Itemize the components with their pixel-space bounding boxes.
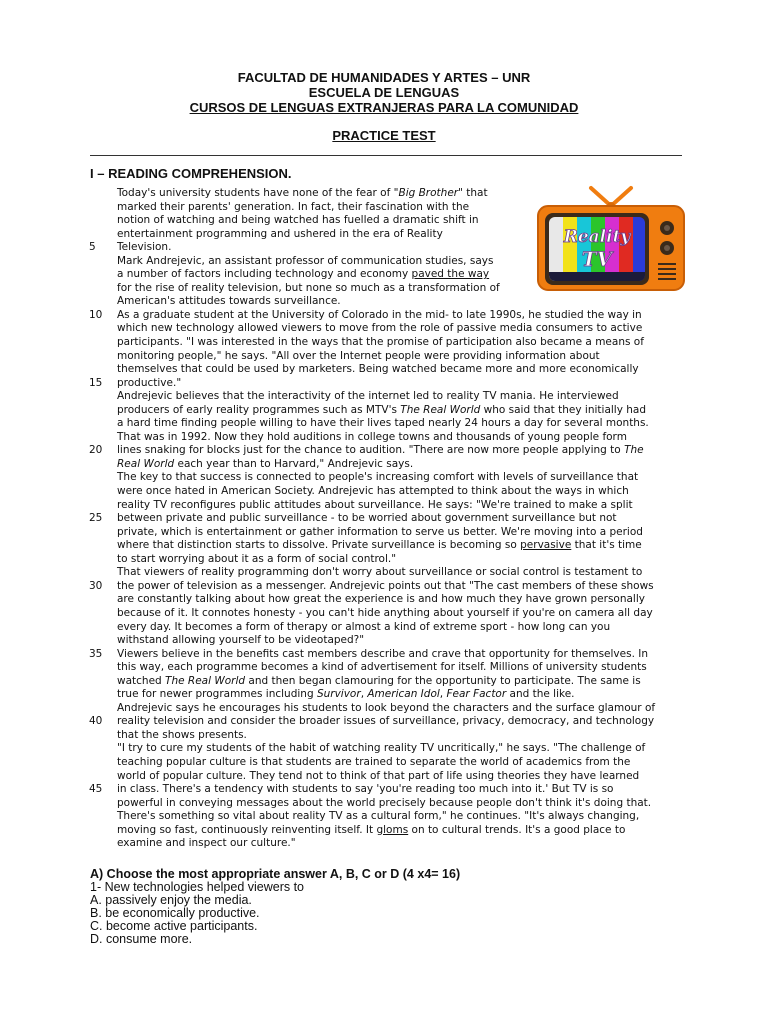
passage-line <box>117 471 687 485</box>
passage-line <box>117 634 687 648</box>
passage-line <box>117 661 687 675</box>
passage-line <box>117 295 525 309</box>
passage-line <box>117 404 687 418</box>
passage-line <box>89 376 687 391</box>
passage-line <box>117 621 687 635</box>
svg-text:TV: TV <box>581 247 613 271</box>
passage-line <box>117 417 687 431</box>
passage-text: private, which is entertainment or gather information to serve us better. We're moving into a period <box>117 525 643 538</box>
italic-title: Fear Factor <box>446 688 507 701</box>
passage-line <box>117 675 687 689</box>
passage-line <box>117 214 525 228</box>
passage-text: on to cultural trends. It's a good place to <box>408 823 626 836</box>
passage-line <box>117 593 687 607</box>
passage-line <box>117 688 687 702</box>
passage-text: this way, each programme becomes a kind of advertisement for itself. Millions of university students <box>117 661 647 674</box>
passage-line <box>117 702 687 716</box>
passage-text: the power of television as a messenger. Andrejevic points out that "The cast members of these shows <box>117 579 654 592</box>
passage-line <box>117 770 687 784</box>
passage-text: lines snaking for blocks just for the chance to audition. "There are now more people applying to <box>117 444 625 457</box>
passage-text: and the like. <box>506 688 575 701</box>
passage-text: a hard time finding people willing to have their lives taped nearly 24 hours a day for several months. <box>117 417 649 430</box>
option-c: C. become active participants. <box>90 919 258 933</box>
passage-line <box>89 512 687 526</box>
passage-text: American's attitudes towards surveillance. <box>117 295 341 308</box>
passage-line <box>117 201 525 215</box>
passage-line <box>117 350 687 364</box>
passage-text: examine and inspect our culture." <box>117 837 296 850</box>
passage-text: marked their parents' generation. In fact, their fascination with the <box>117 200 470 213</box>
passage-text: That viewers of reality programming don't worry about surveillance or social control is testament to <box>117 566 643 579</box>
passage-line <box>117 228 525 242</box>
line-number: 25 <box>89 512 103 525</box>
passage-line <box>117 499 687 513</box>
passage-text: Andrejevic says he encourages his students to look beyond the characters and the surface glamour of <box>117 701 656 714</box>
passage-line <box>117 729 687 743</box>
passage-text: "I try to cure my students of the habit of watching reality TV uncritically," he says. "The challenge of <box>117 742 646 755</box>
passage-text: producers of early reality programmes such as MTV's <box>117 403 401 416</box>
passage-text: notion of watching and being watched has fuelled a dramatic shift in <box>117 214 479 227</box>
passage-text: monitoring people," he says. "All over the Internet people were providing information about <box>117 349 600 362</box>
passage-text: are constantly talking about how great the experience is and how much they have grown personally <box>117 593 645 606</box>
passage-text: a number of factors including technology and economy <box>117 268 412 281</box>
italic-title: The Real World <box>165 674 246 687</box>
question-1: 1- New technologies helped viewers to <box>90 880 305 894</box>
passage-line <box>89 579 687 594</box>
passage-line <box>117 539 687 553</box>
passage-text: There's something so vital about reality TV as a cultural form," he continues. "It's always changing, <box>117 810 640 823</box>
passage-text: moving so fast, continuously reinventing itself. It <box>117 823 377 836</box>
passage-line <box>117 268 525 282</box>
italic-title: Real World <box>117 457 175 470</box>
school-line: ESCUELA DE LENGUAS <box>308 85 460 100</box>
passage-text: productive." <box>117 376 182 389</box>
svg-text:Reality: Reality <box>563 227 631 247</box>
passage-line <box>117 810 687 824</box>
italic-title: American Idol <box>367 688 440 701</box>
passage-text: that it's time <box>571 539 642 552</box>
passage-text: to start worrying about it as a form of social control." <box>117 552 397 565</box>
passage-text: themselves that could be used by marketers. Being watched became more and more economically <box>117 363 639 376</box>
passage-text: between private and public surveillance - to be worried about government surveillance but not <box>117 512 617 525</box>
italic-title: The <box>624 444 644 457</box>
passage-text: Andrejevic believes that the interactivity of the internet led to reality TV mania. He interviewed <box>117 390 619 403</box>
passage-text: and then began clamouring for the opportunity to participate. The same is <box>245 674 641 687</box>
passage-line <box>117 566 687 580</box>
passage-text: Today's university students have none of the fear of " <box>117 187 399 199</box>
passage-text: powerful in conveying messages about the world precisely because people don't think it's doing that. <box>117 796 652 809</box>
passage-line <box>117 458 687 472</box>
option-b: B. be economically productive. <box>90 906 260 920</box>
passage-text: which new technology allowed viewers to move from the role of passive media consumers to active <box>117 322 643 335</box>
italic-title: The Real World <box>400 403 481 416</box>
passage-text: teaching popular culture is that students are trained to separate the world of academics from the <box>117 755 631 768</box>
line-number: 30 <box>89 579 103 592</box>
passage-text: Viewers believe in the benefits cast members describe and crave that opportunity for themselves. In <box>117 647 649 660</box>
option-d: D. consume more. <box>90 932 193 946</box>
line-number: 45 <box>89 783 103 796</box>
underlined-term: pervasive <box>520 539 572 552</box>
passage-text: , <box>360 688 368 701</box>
passage-line <box>89 715 687 729</box>
passage-line <box>89 647 687 662</box>
passage-line <box>117 282 525 296</box>
passage-line <box>117 837 687 851</box>
questions-section <box>90 868 690 946</box>
line-number: 40 <box>89 715 103 728</box>
passage-text: each year than to Harvard," Andrejevic says. <box>174 457 414 470</box>
passage-line <box>117 553 687 567</box>
passage-line <box>89 308 687 323</box>
passage-line <box>117 255 525 269</box>
passage-text: entertainment programming and ushered in the era of Reality <box>117 227 443 240</box>
passage-line <box>117 607 687 621</box>
passage-line <box>117 742 687 756</box>
italic-title: Survivor <box>316 688 361 701</box>
passage-line <box>117 336 687 350</box>
passage-line <box>117 363 687 377</box>
passage-line <box>89 241 525 255</box>
passage-text: true for newer programmes including <box>117 688 317 701</box>
passage-line <box>89 444 687 458</box>
document-header <box>0 70 768 115</box>
passage-text: Mark Andrejevic, an assistant professor of communication studies, says <box>117 254 494 267</box>
horizontal-divider <box>90 155 682 156</box>
passage-line <box>117 485 687 499</box>
line-number: 35 <box>89 647 103 660</box>
passage-text: were once hated in American Society. Andrejevic has attempted to think about the ways in which <box>117 485 629 498</box>
passage-text: " that <box>458 187 488 199</box>
passage-text: participants. "I was interested in the ways that the promise of participation also became a means of <box>117 336 644 349</box>
passage-line <box>117 526 687 540</box>
passage-line <box>117 390 687 404</box>
passage-text: world of popular culture. They tend not to think of that part of life using theories they have learned <box>117 769 640 782</box>
passage-text: That was in 1992. Now they hold auditions in college towns and thousands of young people form <box>117 430 627 443</box>
passage-text: where that distinction starts to dissolve. Private surveillance is becoming so <box>117 539 521 552</box>
courses-line: CURSOS DE LENGUAS EXTRANJERAS PARA LA COMUNIDAD <box>189 100 579 115</box>
passage-text: for the rise of reality television, but none so much as a transformation of <box>117 281 500 294</box>
passage-text: As a graduate student at the University of Colorado in the mid- to late 1990s, he studied the way in <box>117 308 642 321</box>
line-number: 5 <box>89 241 96 254</box>
section-title: I – READING COMPREHENSION. <box>90 166 292 181</box>
underlined-term: gloms <box>376 823 409 836</box>
passage-line <box>117 322 687 336</box>
line-number: 15 <box>89 376 103 389</box>
passage-text: reality television and consider the broader issues of surveillance, privacy, democracy, and technology <box>117 715 655 728</box>
passage-text: The key to that success is connected to people's increasing comfort with levels of surveillance that <box>117 471 639 484</box>
passage-text: that the shows presents. <box>117 728 247 741</box>
faculty-line: FACULTAD DE HUMANIDADES Y ARTES – UNR <box>237 70 531 85</box>
passage-line <box>89 783 687 797</box>
passage-text: , <box>439 688 447 701</box>
line-number: 20 <box>89 444 103 457</box>
reading-passage <box>89 187 687 851</box>
option-a: A. passively enjoy the media. <box>90 893 252 907</box>
passage-text: withstand allowing yourself to be videotaped?" <box>117 634 365 647</box>
passage-text: watched <box>117 674 166 687</box>
passage-text: every day. It becomes a form of therapy or almost a kind of extreme sport - how long can you <box>117 620 611 633</box>
passage-text: who said that they initially had <box>480 403 647 416</box>
underlined-term: paved the way <box>411 268 490 281</box>
italic-title: Big Brother <box>398 187 459 199</box>
passage-line <box>117 797 687 811</box>
passage-line <box>117 824 687 838</box>
practice-test-title: PRACTICE TEST <box>332 128 436 143</box>
passage-text: in class. There's a tendency with students to say 'you're reading too much into it.' But TV is so <box>117 783 614 796</box>
passage-line <box>117 431 687 445</box>
passage-text: reality TV reconfigures public attitudes about surveillance. He says: "We're trained to make a split <box>117 498 633 511</box>
passage-text: Television. <box>117 241 172 254</box>
questions-instruction: A) Choose the most appropriate answer A, B, C or D (4 x4= 16) <box>90 867 461 881</box>
passage-line <box>117 187 525 201</box>
line-number: 10 <box>89 308 103 321</box>
passage-text: because of it. It connotes honesty - you can't hide anything about yourself if you're on camera all day <box>117 606 653 619</box>
passage-line <box>117 756 687 770</box>
